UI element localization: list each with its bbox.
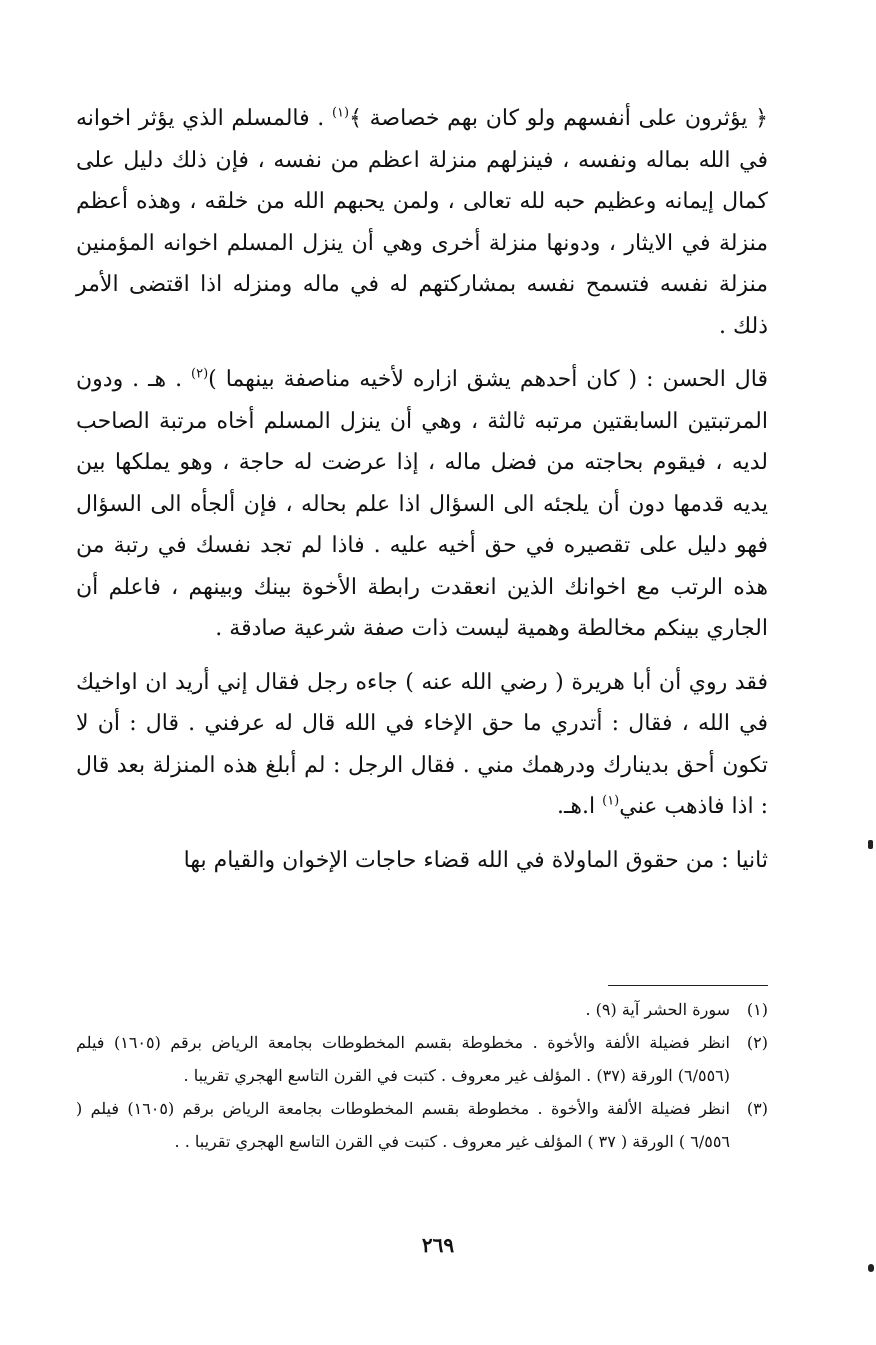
paragraph-1: ﴿ يؤثرون على أنفسهم ولو كان بهم خصاصة ﴾$^{(١)}$ . فالمسلم الذي يؤثر اخوانه في الله بماله ونفسه ، فينزلهم منزلة اعظم من نفسه ، فإن ذلك دليل على كمال إيمانه وعظيم حبه لله تعالى ، ولمن يحبهم الله من خلقه ، وهذه أعظم منزلة في الايثار ، ودونها منزلة أخرى وهي أن ينزل المسلم اخوانه المؤمنين منزلة نفسه فتسمح نفسه بمشاركتهم له في ماله ومنزله اذا اقتضى الأمر ذلك . — [76, 105, 769, 339]
footnote-number: (٣) — [746, 1099, 768, 1118]
footnote-ref[interactable]: (١) — [331, 105, 350, 121]
footnote-separator — [608, 985, 768, 986]
footnote-1 — [76, 993, 768, 1026]
paragraph-3: فقد روي أن أبا هريرة ( رضي الله عنه ) جاءه رجل فقال إني أريد ان اواخيك في الله ، فقال : أتدري ما حق الإخاء في الله قال له عرفني . قال : أن لا تكون أحق بدينارك ودرهمك مني . فقال الرجل : لم أبلغ هذه المنزلة بعد قال : اذا فاذهب عني$^{(١)}$ ا.هـ. — [76, 669, 768, 819]
footnote-text: انظر فضيلة الألفة والأخوة . مخطوطة بقسم المخطوطات بجامعة الرياض برقم (١٦٠٥) فيلم ( ٦/٥٥٦ ) الورقة ( ٣٧ ) المؤلف غير معروف . كتبت في القرن التاسع الهجري تقريبا . . — [76, 1099, 731, 1151]
main-text — [76, 98, 768, 958]
paragraph-4: ثانيا : من حقوق الماولاة في الله قضاء حاجات الإخوان والقيام بها — [183, 847, 768, 873]
paragraph-2: قال الحسن : ( كان أحدهم يشق ازاره لأخيه مناصفة بينهما )$^{(٢)}$ . هـ . ودون المرتبتين السابقتين مرتبه ثالثة ، وهي أن ينزل المسلم أخاه مرتبة الصاحب لديه ، فيقوم بحاجته من فضل ماله ، إذا عرضت له حاجة ، وهو يملكها بين يديه قدمها دون أن يلجئه الى السؤال اذا علم بحاله ، فإن ألجأه الى السؤال فهو دليل على تقصيره في حق أخيه عليه . فاذا لم تجد نفسك في رتبة من هذه الرتب مع اخوانك الذين انعقدت رابطة الأخوة بينك وبينهم ، فاعلم أن الجاري بينكم مخالطة وهمية ليست ذات صفة شرعية صادقة . — [76, 366, 768, 641]
footnotes — [76, 993, 768, 1158]
footnote-number: (١) — [746, 1000, 768, 1019]
scan-mark — [868, 1264, 874, 1272]
footnote-text: انظر فضيلة الألفة والأخوة . مخطوطة بقسم المخطوطات بجامعة الرياض برقم (١٦٠٥) فيلم (٦/٥٥٦) الورقة (٣٧) . المؤلف غير معروف . كتبت في القرن التاسع الهجري تقريبا . — [76, 1033, 730, 1085]
page-number: ٢٦٩ — [421, 1233, 455, 1257]
footnote-2 — [76, 1026, 768, 1092]
footnote-ref[interactable]: (١) — [602, 793, 620, 809]
page-body — [76, 98, 768, 958]
footnote-3 — [76, 1092, 768, 1158]
footnote-number: (٢) — [746, 1033, 768, 1052]
footnote-ref[interactable]: (٢) — [191, 366, 209, 382]
footnote-text: سورة الحشر آية (٩) . — [585, 1000, 730, 1019]
scan-mark — [868, 840, 873, 849]
